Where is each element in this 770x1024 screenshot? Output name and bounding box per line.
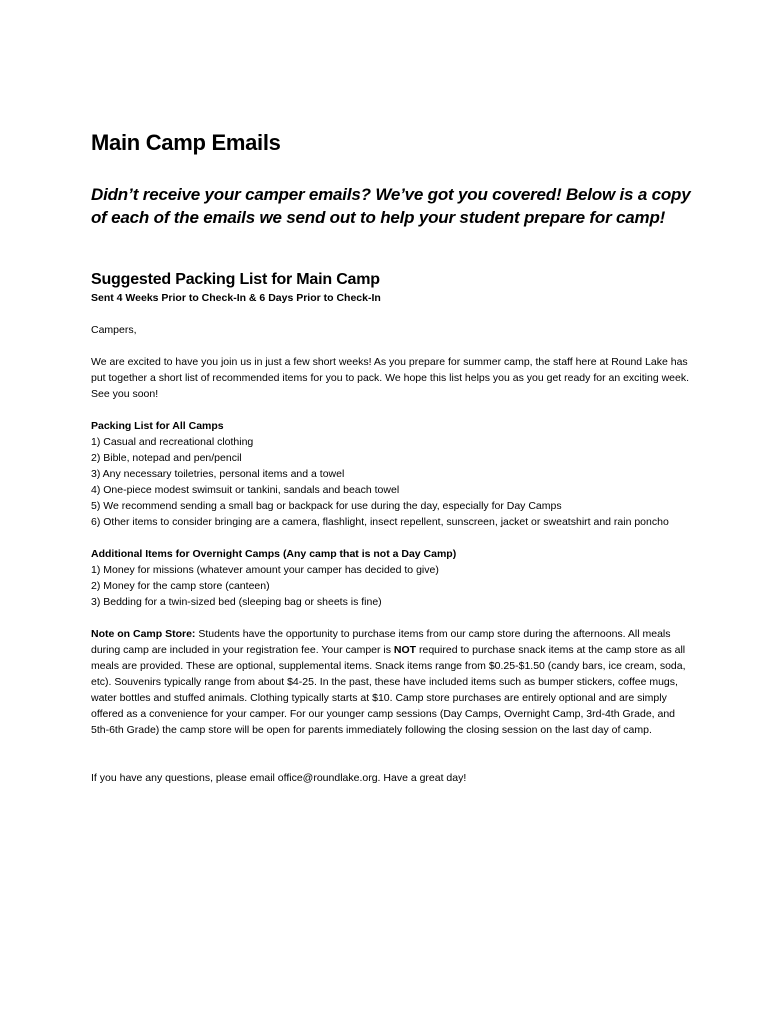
document-page (91, 128, 691, 786)
closing-line: If you have any questions, please email office@roundlake.org. Have a great day! (91, 772, 467, 784)
sent-note: Sent 4 Weeks Prior to Check-In & 6 Days Prior to Check-In (91, 292, 381, 304)
list-item: 5) We recommend sending a small bag or backpack for use during the day, especially for Day Camps (91, 500, 562, 512)
list-item: 2) Bible, notepad and pen/pencil (91, 452, 242, 464)
list-item: 2) Money for the camp store (canteen) (91, 580, 270, 592)
packing-list (91, 418, 691, 530)
list-item: 4) One-piece modest swimsuit or tankini, sandals and beach towel (91, 484, 400, 496)
page-title: Main Camp Emails (91, 130, 281, 155)
camp-store-note-text-continued: required to purchase snack items at the camp store as all meals are provided. These are optional, supplemental items. Snack items range from $0.25-$1.50 (candy bars, ice cream, soda, etc). Souvenirs typically range from about $4-25. In the past, these have included items such as bumper stickers, coffee mugs, water bottles and stuffed animals. Clothing typically starts at $10. Camp store purchases are entirely optional and are simply offered as a convenience for your camper. For our younger camp sessions (Day Camps, Overnight Camp, 3rd-4th Grade, and 5th-6th Grade) the camp store will be open for parents immediately following the closing session on the last day of camp. (91, 644, 686, 736)
overnight-list-heading: Additional Items for Overnight Camps (Any camp that is not a Day Camp) (91, 548, 457, 560)
intro-paragraph: We are excited to have you join us in just a few short weeks! As you prepare for summer camp, the staff here at Round Lake has put together a short list of recommended items for you to pack. We hope this list helps you as you get ready for an exciting week. See you soon! (91, 356, 690, 400)
list-item: 3) Any necessary toiletries, personal items and a towel (91, 468, 345, 480)
list-item: 3) Bedding for a twin-sized bed (sleeping bag or sheets is fine) (91, 596, 382, 608)
greeting: Campers, (91, 324, 137, 336)
camp-store-note-text: Students have the opportunity to purchase items from our camp store during the afternoons. All meals during camp are included in your registration fee. Your camper is (91, 628, 671, 656)
camp-store-note-emphasis: NOT (393, 644, 417, 656)
section-title: Suggested Packing List for Main Camp (91, 271, 380, 288)
list-item: 6) Other items to consider bringing are a camera, flashlight, insect repellent, sunscreen, jacket or sweatshirt and rain poncho (91, 516, 669, 528)
page-subtitle: Didn’t receive your camper emails? We’ve got you covered! Below is a copy of each of the emails we send out to help your student prepare for camp! (91, 185, 691, 227)
overnight-list (91, 546, 691, 610)
camp-store-note-label: Note on Camp Store: (91, 628, 196, 640)
packing-list-heading: Packing List for All Camps (91, 420, 224, 432)
camp-store-note (91, 626, 691, 738)
list-item: 1) Money for missions (whatever amount your camper has decided to give) (91, 564, 439, 576)
list-item: 1) Casual and recreational clothing (91, 436, 254, 448)
